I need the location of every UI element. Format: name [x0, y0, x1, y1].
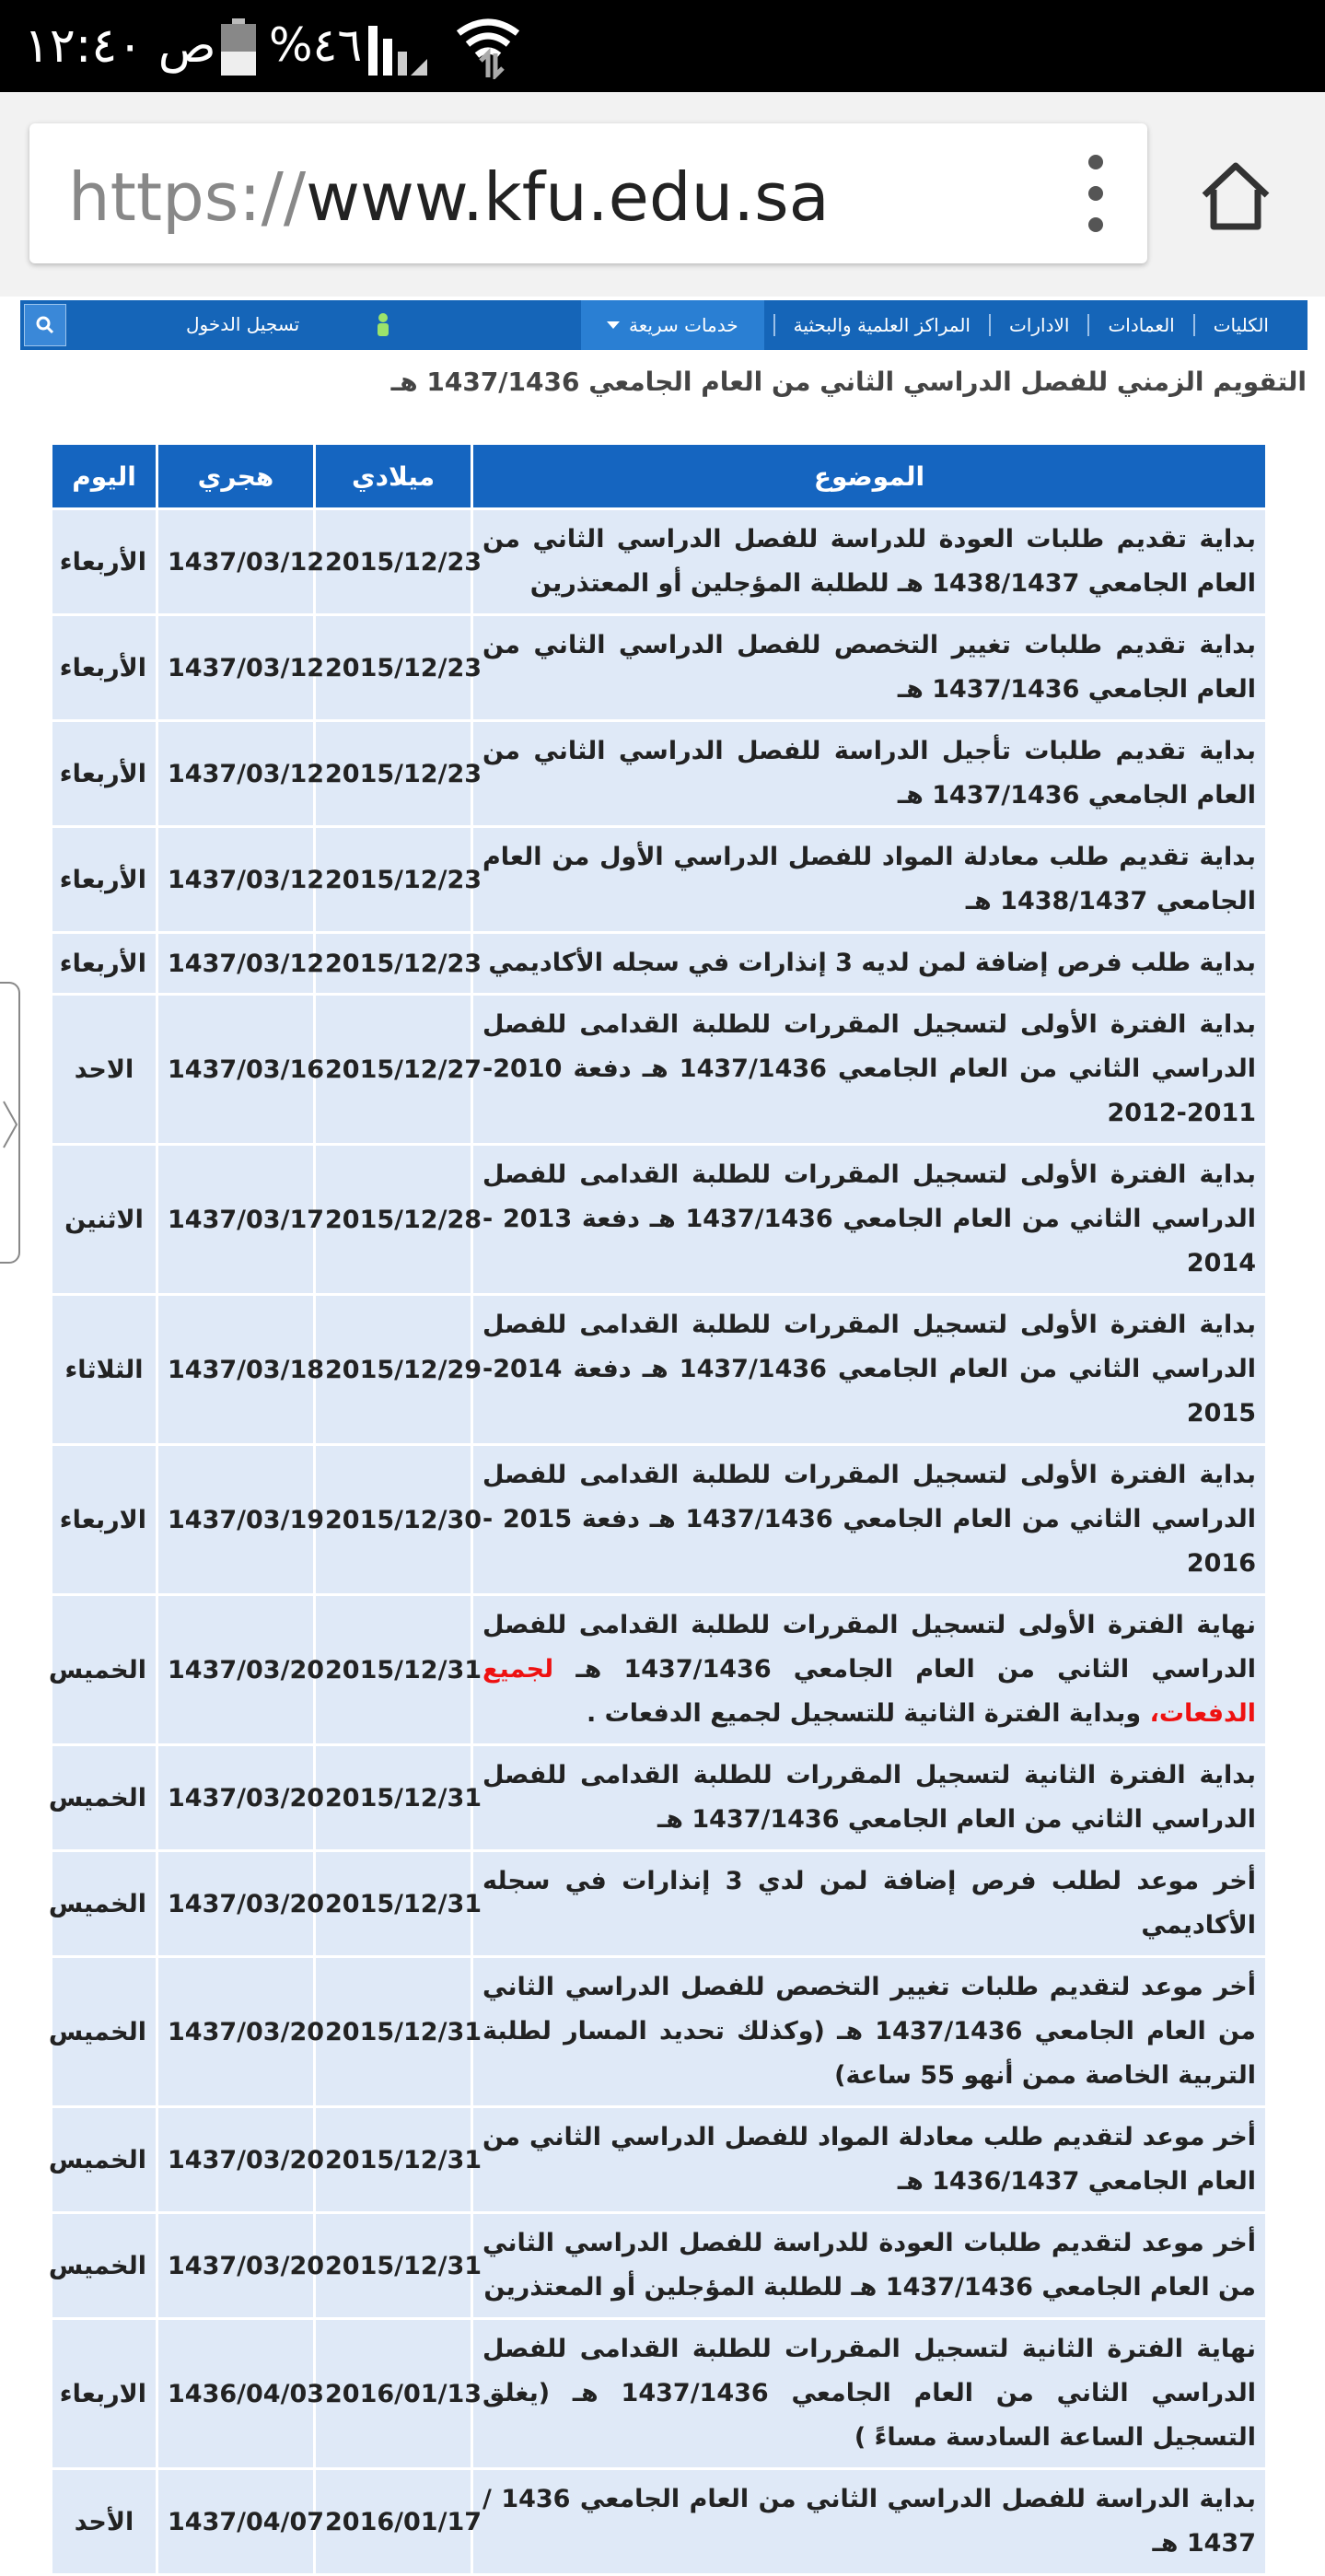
table-row [52, 2108, 1265, 2211]
site-nav [20, 300, 1308, 350]
table-row [52, 1146, 1265, 1293]
side-drawer-handle[interactable] [0, 982, 20, 1264]
subject-cell: بداية الفترة الأولى لتسجيل المقررات للطلبة القدامى للفصل الدراسي الثاني من العام الجامعي 1437/1436 هـ دفعة 2014-2015 [473, 1296, 1265, 1443]
subject-cell: أخر موعد لتقديم طلب معادلة المواد للفصل الدراسي الثاني من العام الجامعي 1436/1437 هـ [473, 2108, 1265, 2211]
search-icon [25, 305, 65, 345]
day-cell: الأربعاء [52, 616, 156, 719]
nav-divider [989, 314, 991, 336]
address-bar[interactable] [29, 123, 1147, 263]
nav-divider [1087, 314, 1089, 336]
hijri-date-cell: 1437/03/12 [158, 934, 313, 993]
url-host: www.kfu.edu.sa [306, 158, 830, 236]
day-cell: الخميس [52, 2108, 156, 2211]
day-cell: الخميس [52, 2214, 156, 2317]
day-cell: الأحد [52, 2470, 156, 2573]
hijri-date-cell: 1437/03/12 [158, 616, 313, 719]
subject-cell: بداية تقديم طلبات تغيير التخصص للفصل الدراسي الثاني من العام الجامعي 1437/1436 هـ [473, 616, 1265, 719]
nav-item-research-centers[interactable]: المراكز العلمية والبحثية [793, 314, 971, 336]
quick-services-label: خدمات سريعة [629, 314, 738, 336]
subject-cell: بداية تقديم طلبات العودة للدراسة للفصل الدراسي الثاني من العام الجامعي 1438/1437 هـ للطلبة المؤجلين أو المعتذرين [473, 510, 1265, 613]
nav-item-colleges[interactable]: الكليات [1213, 314, 1269, 336]
hijri-date-cell: 1437/03/16 [158, 996, 313, 1143]
gregorian-date-cell: 2015/12/31 [316, 1958, 471, 2105]
table-row [52, 996, 1265, 1143]
table-header-row [52, 445, 1265, 507]
hijri-date-cell: 1437/03/12 [158, 510, 313, 613]
status-bar [0, 0, 1325, 92]
hijri-date-cell: 1437/03/20 [158, 1746, 313, 1849]
clock: ص ١٢:٤٠ [24, 18, 216, 74]
subject-text: وبداية الفترة الثانية للتسجيل لجميع الدفعات . [586, 1699, 1150, 1728]
header-subject: الموضوع [473, 445, 1265, 507]
table-row [52, 1852, 1265, 1955]
hijri-date-cell: 1437/03/19 [158, 1446, 313, 1593]
gregorian-date-cell: 2016/01/17 [316, 2470, 471, 2573]
hijri-date-cell: 1437/03/17 [158, 1146, 313, 1293]
subject-cell: بداية الفترة الأولى لتسجيل المقررات للطلبة القدامى للفصل الدراسي الثاني من العام الجامعي 1437/1436 هـ دفعة 2015 - 2016 [473, 1446, 1265, 1593]
gregorian-date-cell: 2015/12/23 [316, 828, 471, 931]
gregorian-date-cell: 2015/12/29 [316, 1296, 471, 1443]
wifi-icon [455, 13, 521, 79]
user-icon[interactable] [370, 311, 396, 339]
hijri-date-cell: 1437/03/20 [158, 1958, 313, 2105]
gregorian-date-cell: 2015/12/31 [316, 2108, 471, 2211]
gregorian-date-cell: 2015/12/31 [316, 1596, 471, 1743]
table-row [52, 2470, 1265, 2573]
table-row [52, 934, 1265, 993]
gregorian-date-cell: 2015/12/30 [316, 1446, 471, 1593]
search-button[interactable] [24, 304, 66, 346]
battery-icon [221, 18, 256, 76]
quick-services-dropdown[interactable] [581, 300, 764, 350]
subject-cell: أخر موعد لطلب فرص إضافة لمن لدي 3 إنذارات في سجله الأكاديمي [473, 1852, 1265, 1955]
header-day: اليوم [52, 445, 156, 507]
highlight-text: لجميع الدفعات، [482, 1655, 1256, 1728]
subject-cell: أخر موعد لتقديم طلبات العودة للدراسة للفصل الدراسي الثاني من العام الجامعي 1437/1436 هـ للطلبة المؤجلين أو المعتذرين [473, 2214, 1265, 2317]
gregorian-date-cell: 2015/12/23 [316, 616, 471, 719]
signal-icon [366, 20, 427, 76]
table-row [52, 722, 1265, 825]
subject-cell: بداية تقديم طلب معادلة المواد للفصل الدراسي الأول من العام الجامعي 1438/1437 هـ [473, 828, 1265, 931]
table-row [52, 1596, 1265, 1743]
day-cell: الاربعاء [52, 1446, 156, 1593]
subject-cell: أخر موعد لتقديم طلبات تغيير التخصص للفصل الدراسي الثاني من العام الجامعي 1437/1436 هـ (وكذلك تحديد المسار لطلبة التربية الخاصة ممن أنهو 55 ساعة) [473, 1958, 1265, 2105]
day-cell: الخميس [52, 1746, 156, 1849]
table-row [52, 1296, 1265, 1443]
table-row [52, 828, 1265, 931]
day-cell: الخميس [52, 1596, 156, 1743]
nav-item-administrations[interactable]: الادارات [1009, 314, 1070, 336]
day-cell: الأربعاء [52, 828, 156, 931]
url-scheme: https:// [68, 158, 307, 236]
day-cell: الأربعاء [52, 510, 156, 613]
day-cell: الأربعاء [52, 722, 156, 825]
gregorian-date-cell: 2016/01/13 [316, 2320, 471, 2467]
nav-divider [1193, 314, 1195, 336]
subject-cell: بداية طلب فرص إضافة لمن لديه 3 إنذارات في سجله الأكاديمي [473, 934, 1265, 993]
url-text[interactable] [68, 158, 830, 236]
gregorian-date-cell: 2015/12/31 [316, 1852, 471, 1955]
subject-cell: بداية الدراسة للفصل الدراسي الثاني من العام الجامعي 1436 / 1437 هـ [473, 2470, 1265, 2573]
gregorian-date-cell: 2015/12/23 [316, 510, 471, 613]
gregorian-date-cell: 2015/12/28 [316, 1146, 471, 1293]
header-hijri: هجري [158, 445, 313, 507]
table-row [52, 616, 1265, 719]
table-row [52, 1958, 1265, 2105]
academic-calendar-table [50, 442, 1268, 2576]
table-row [52, 2320, 1265, 2467]
battery-percent: %٤٦ [269, 18, 363, 72]
gregorian-date-cell: 2015/12/27 [316, 996, 471, 1143]
hijri-date-cell: 1436/04/03 [158, 2320, 313, 2467]
subject-cell: نهاية الفترة الثانية لتسجيل المقررات للطلبة القدامى للفصل الدراسي الثاني من العام الجامعي 1437/1436 هـ (يغلق التسجيل الساعة السادسة مساءً ) [473, 2320, 1265, 2467]
gregorian-date-cell: 2015/12/23 [316, 722, 471, 825]
header-gregorian: ميلادي [316, 445, 471, 507]
table-body [48, 510, 1265, 2573]
day-cell: الاحد [52, 996, 156, 1143]
gregorian-date-cell: 2015/12/23 [316, 934, 471, 993]
hijri-date-cell: 1437/03/18 [158, 1296, 313, 1443]
hijri-date-cell: 1437/04/07 [158, 2470, 313, 2573]
hijri-date-cell: 1437/03/12 [158, 722, 313, 825]
subject-cell: بداية الفترة الثانية لتسجيل المقررات للطلبة القدامى للفصل الدراسي الثاني من العام الجامعي 1437/1436 هـ [473, 1746, 1265, 1849]
hijri-date-cell: 1437/03/20 [158, 1596, 313, 1743]
hijri-date-cell: 1437/03/20 [158, 2214, 313, 2317]
hijri-date-cell: 1437/03/20 [158, 2108, 313, 2211]
table-row [52, 1746, 1265, 1849]
subject-cell: بداية الفترة الأولى لتسجيل المقررات للطلبة القدامى للفصل الدراسي الثاني من العام الجامعي 1437/1436 هـ دفعة 2010-2011-2012 [473, 996, 1265, 1143]
nav-divider [773, 314, 775, 336]
subject-cell: بداية تقديم طلبات تأجيل الدراسة للفصل الدراسي الثاني من العام الجامعي 1437/1436 هـ [473, 722, 1265, 825]
gregorian-date-cell: 2015/12/31 [316, 2214, 471, 2317]
home-icon[interactable] [1197, 157, 1274, 234]
table-row [52, 2214, 1265, 2317]
day-cell: الأربعاء [52, 934, 156, 993]
caret-down-icon [607, 321, 620, 329]
hijri-date-cell: 1437/03/12 [158, 828, 313, 931]
day-cell: الثلاثاء [52, 1296, 156, 1443]
day-cell: الخميس [52, 1958, 156, 2105]
table-row [52, 1446, 1265, 1593]
page-title: التقويم الزمني للفصل الدراسي الثاني من العام الجامعي 1437/1436 هـ [390, 367, 1307, 397]
day-cell: الاثنين [52, 1146, 156, 1293]
nav-item-deanships[interactable]: العمادات [1108, 314, 1175, 336]
gregorian-date-cell: 2015/12/31 [316, 1746, 471, 1849]
day-cell: الاربعاء [52, 2320, 156, 2467]
subject-cell [473, 1596, 1265, 1743]
day-cell: الخميس [52, 1852, 156, 1955]
hijri-date-cell: 1437/03/20 [158, 1852, 313, 1955]
subject-text: نهاية الفترة الأولى لتسجيل المقررات للطلبة القدامى للفصل الدراسي الثاني من العام الجامعي 1437/1436 هـ [482, 1611, 1256, 1684]
table-row [52, 510, 1265, 613]
nav-items [581, 300, 1287, 350]
subject-cell: بداية الفترة الأولى لتسجيل المقررات للطلبة القدامى للفصل الدراسي الثاني من العام الجامعي 1437/1436 هـ دفعة 2013 - 2014 [473, 1146, 1265, 1293]
login-link[interactable]: تسجيل الدخول [186, 313, 300, 335]
chevron-right-icon [0, 984, 20, 1265]
more-vert-icon[interactable] [1087, 155, 1105, 234]
browser-toolbar [0, 92, 1325, 297]
